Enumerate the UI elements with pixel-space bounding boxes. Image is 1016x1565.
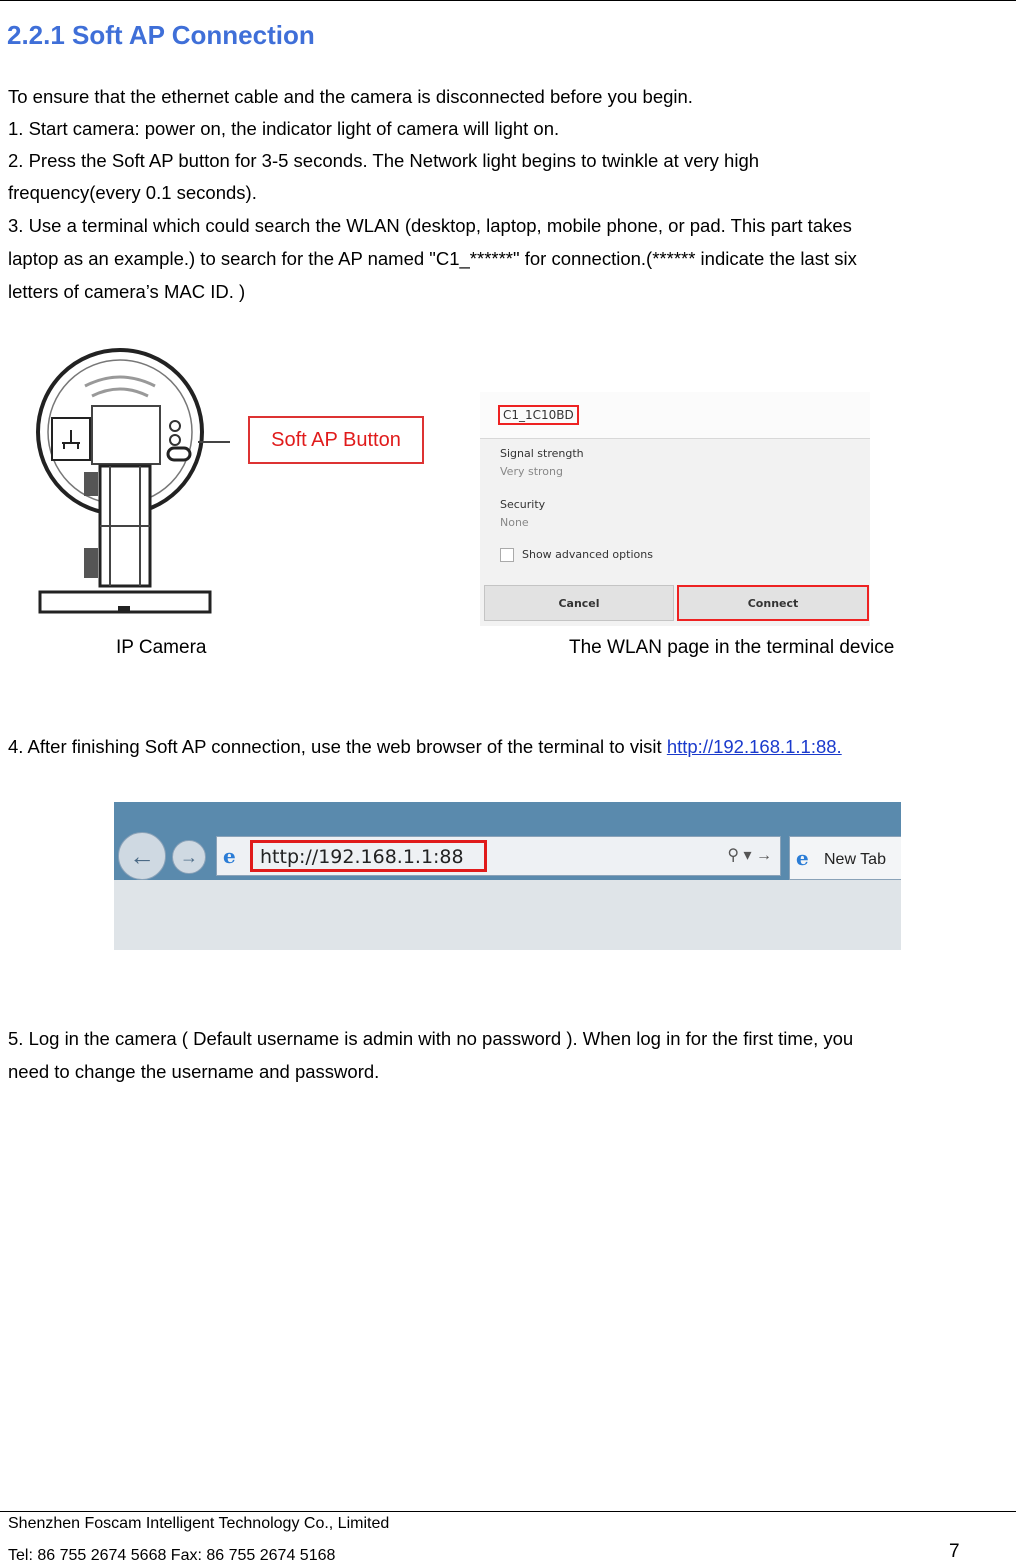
step-3-text-cont: laptop as an example.) to search for the AP named "C1_******" for connection.(****** indicate the last six (8, 248, 857, 269)
step-3-text-end: letters of camera’s MAC ID. ) (8, 281, 246, 302)
page-number: 7 (949, 1541, 960, 1562)
footer-rule (0, 1511, 1016, 1512)
back-arrow-icon[interactable]: ← (118, 832, 166, 880)
wlan-dialog (480, 392, 870, 626)
browser-screenshot (114, 802, 901, 950)
camera-url-link[interactable]: http://192.168.1.1:88. (666, 736, 842, 757)
connect-button[interactable]: Connect (677, 585, 869, 621)
intro-text: To ensure that the ethernet cable and the camera is disconnected before you begin. (8, 86, 693, 107)
ip-camera-caption: IP Camera (116, 637, 207, 658)
address-url[interactable]: http://192.168.1.1:88 (250, 840, 487, 872)
step-5-text-cont: need to change the username and password. (8, 1061, 380, 1082)
search-go-icons[interactable]: ⚲ ▾ → (727, 847, 772, 864)
step-4-body: 4. After finishing Soft AP connection, use the web browser of the terminal to visit (8, 736, 667, 757)
step-1-text: 1. Start camera: power on, the indicator light of camera will light on. (8, 118, 560, 139)
wlan-title-area (480, 392, 870, 439)
top-rule (0, 0, 1016, 1)
signal-strength-value: Very strong (500, 465, 563, 478)
address-bar[interactable] (216, 836, 781, 876)
step-2-text-cont: frequency(every 0.1 seconds). (8, 182, 257, 203)
footer-contact: Tel: 86 755 2674 5668 Fax: 86 755 2674 5168 (8, 1547, 336, 1564)
step-2-text: 2. Press the Soft AP button for 3-5 seconds. The Network light begins to twinkle at very high (8, 150, 760, 171)
ie-tab-icon: e (796, 846, 809, 870)
new-tab-label: New Tab (824, 851, 886, 868)
step-4-text (8, 731, 842, 763)
ip-camera-illustration (30, 348, 230, 624)
advanced-options-checkbox[interactable] (500, 548, 514, 562)
security-label: Security (500, 498, 546, 511)
ie-logo-icon: e (223, 844, 236, 868)
advanced-options-label: Show advanced options (522, 548, 653, 561)
section-heading: 2.2.1 Soft AP Connection (7, 20, 315, 50)
cancel-button[interactable]: Cancel (484, 585, 674, 621)
security-value: None (500, 516, 529, 529)
soft-ap-button-callout: Soft AP Button (248, 416, 424, 464)
new-tab[interactable] (789, 836, 901, 880)
wlan-ssid: C1_1C10BD (498, 405, 579, 425)
step-3-text: 3. Use a terminal which could search the WLAN (desktop, laptop, mobile phone, or pad. This part takes (8, 215, 852, 236)
signal-strength-label: Signal strength (500, 447, 584, 460)
footer-company: Shenzhen Foscam Intelligent Technology Co., Limited (8, 1515, 390, 1532)
step-5-text: 5. Log in the camera ( Default username is admin with no password ). When log in for the first time, you (8, 1028, 854, 1049)
forward-arrow-icon[interactable]: → (172, 840, 206, 874)
wlan-page-caption: The WLAN page in the terminal device (569, 637, 895, 658)
